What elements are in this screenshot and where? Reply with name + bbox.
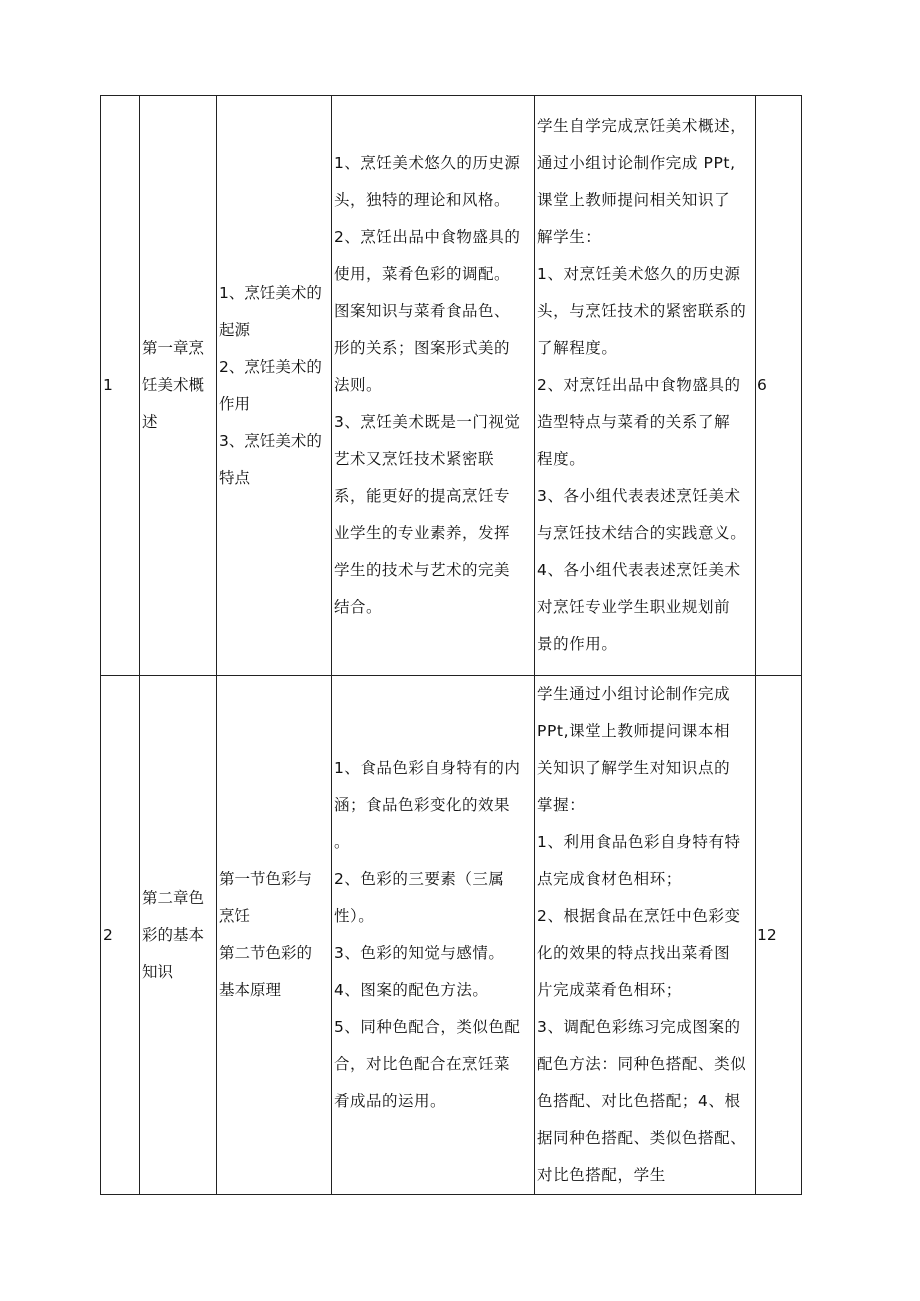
- section-line: 烹饪: [219, 907, 251, 925]
- activity-line: 片完成菜肴色相环；: [537, 981, 682, 999]
- chapter-title-line: 第一章烹: [142, 339, 205, 357]
- hours-value: 12: [757, 925, 777, 944]
- section-line: 基本原理: [219, 981, 282, 999]
- activity-line: 与烹饪技术结合的实践意义。: [537, 524, 747, 542]
- section-line: 第二节色彩的: [219, 944, 313, 962]
- section-line: 第一节色彩与: [219, 870, 313, 888]
- requirement-line: 性）。: [334, 907, 375, 925]
- activity-line: 色搭配、对比色搭配；4、根: [537, 1092, 741, 1110]
- activity-line: 课堂上教师提问相关知识了: [537, 191, 731, 209]
- chapter-cell: [140, 96, 217, 676]
- table-row: [101, 96, 802, 676]
- requirement-line: 2、色彩的三要素（三属: [334, 870, 505, 888]
- activity-line: 程度。: [537, 450, 586, 468]
- activity-line: 对烹饪专业学生职业规划前: [537, 598, 731, 616]
- chapter-cell: [140, 676, 217, 1195]
- requirement-line: 肴成品的运用。: [334, 1092, 447, 1110]
- sections-cell: [217, 676, 332, 1195]
- section-line: 起源: [219, 320, 251, 339]
- chapter-title-line: 知识: [142, 962, 174, 981]
- activity-line: 造型特点与菜肴的关系了解: [537, 413, 731, 431]
- section-line: 3、烹饪美术的: [219, 431, 322, 450]
- section-line: 1、烹饪美术的: [219, 283, 322, 302]
- sections-cell: [217, 96, 332, 676]
- requirement-line: 4、图案的配色方法。: [334, 981, 489, 999]
- activity-line: 据同种色搭配、类似色搭配、: [537, 1129, 747, 1147]
- activity-line: 关知识了解学生对知识点的: [537, 759, 731, 777]
- activity-line: PPt,课堂上教师提问课本相: [537, 722, 731, 740]
- requirement-line: 结合。: [334, 598, 383, 616]
- requirement-line: 使用，菜肴色彩的调配。: [334, 265, 511, 283]
- requirement-line: 1、食品色彩自身特有的内: [334, 759, 521, 777]
- requirement-line: 形的关系；图案形式美的: [334, 339, 511, 357]
- chapter-title-line: 饪美术概: [142, 376, 205, 394]
- activity-line: 头，与烹饪技术的紧密联系的: [537, 302, 747, 320]
- activity-line: 1、对烹饪美术悠久的历史源: [537, 265, 741, 283]
- requirement-line: 。: [334, 833, 351, 851]
- hours-cell: [756, 96, 802, 676]
- chapter-title-line: 彩的基本: [142, 925, 205, 944]
- requirement-line: 3、烹饪美术既是一门视觉: [334, 413, 521, 431]
- activity-line: 学生通过小组讨论制作完成: [537, 685, 731, 703]
- section-line: 作用: [219, 394, 251, 413]
- activity-line: 1、利用食品色彩自身特有特: [537, 833, 741, 851]
- row-number: 2: [103, 925, 113, 944]
- hours-value: 6: [757, 376, 767, 394]
- requirement-line: 图案知识与菜肴食品色、: [334, 302, 511, 320]
- section-line: 特点: [219, 468, 251, 487]
- activity-line: 3、各小组代表表述烹饪美术: [537, 487, 741, 505]
- activity-line: 对比色搭配，学生: [537, 1166, 666, 1184]
- requirement-line: 系，能更好的提高烹饪专: [334, 487, 511, 505]
- activities-cell: [535, 676, 756, 1195]
- activity-line: 配色方法：同种色搭配、类似: [537, 1055, 747, 1073]
- activity-line: 掌握：: [537, 796, 586, 814]
- activity-line: 2、对烹饪出品中食物盛具的: [537, 376, 741, 394]
- activity-line: 学生自学完成烹饪美术概述，: [537, 117, 747, 135]
- activity-line: 点完成食材色相环；: [537, 870, 682, 888]
- requirement-line: 头，独特的理论和风格。: [334, 191, 511, 209]
- requirements-cell: [332, 96, 535, 676]
- row-number-cell: [101, 676, 140, 1195]
- activity-line: 3、调配色彩练习完成图案的: [537, 1018, 741, 1036]
- hours-cell: [756, 676, 802, 1195]
- row-number-cell: [101, 96, 140, 676]
- chapter-title-line: 第二章色: [142, 888, 205, 907]
- requirements-cell: [332, 676, 535, 1195]
- activity-line: 4、各小组代表表述烹饪美术: [537, 561, 741, 579]
- activities-cell: [535, 96, 756, 676]
- requirement-line: 业学生的专业素养，发挥: [334, 524, 511, 542]
- requirement-line: 5、同种色配合，类似色配: [334, 1018, 521, 1036]
- course-syllabus-table: [100, 95, 802, 1195]
- activity-line: 化的效果的特点找出菜肴图: [537, 944, 731, 962]
- requirement-line: 学生的技术与艺术的完美: [334, 561, 511, 579]
- row-number: 1: [103, 376, 113, 394]
- activity-line: 通过小组讨论制作完成 PPt,: [537, 154, 736, 172]
- activity-line: 解学生：: [537, 228, 602, 246]
- section-line: 2、烹饪美术的: [219, 357, 322, 376]
- requirement-line: 1、烹饪美术悠久的历史源: [334, 154, 521, 172]
- requirement-line: 2、烹饪出品中食物盛具的: [334, 228, 521, 246]
- table-row: [101, 676, 802, 1195]
- chapter-title-line: 述: [142, 413, 158, 431]
- activity-line: 景的作用。: [537, 635, 618, 653]
- requirement-line: 3、色彩的知觉与感情。: [334, 944, 505, 962]
- requirement-line: 合，对比色配合在烹饪菜: [334, 1055, 511, 1073]
- activity-line: 2、根据食品在烹饪中色彩变: [537, 907, 741, 925]
- requirement-line: 法则。: [334, 376, 383, 394]
- requirement-line: 涵；食品色彩变化的效果: [334, 796, 511, 814]
- requirement-line: 艺术又烹饪技术紧密联: [334, 450, 495, 468]
- activity-line: 了解程度。: [537, 339, 618, 357]
